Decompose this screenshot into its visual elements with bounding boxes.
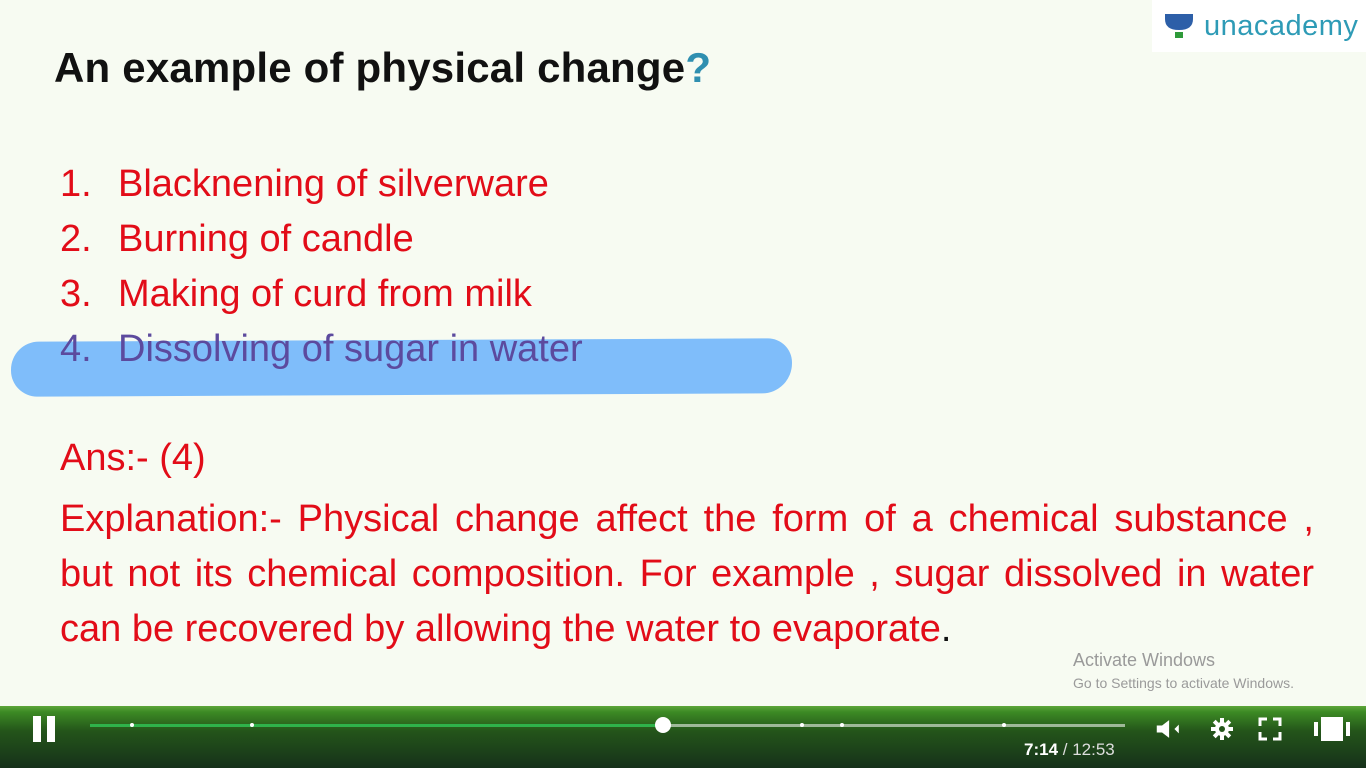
explanation-period: . <box>940 608 952 650</box>
pause-icon-bar <box>47 716 55 742</box>
chapter-marker <box>800 723 804 727</box>
option-3 <box>60 273 820 328</box>
total-time: 12:53 <box>1072 740 1115 759</box>
option-text: Making of curd from milk <box>118 273 532 315</box>
progress-handle[interactable] <box>655 717 671 733</box>
chapter-marker <box>1002 723 1006 727</box>
pause-icon <box>33 716 41 742</box>
fullscreen-button[interactable] <box>1255 714 1285 744</box>
progress-bar[interactable] <box>90 724 1125 727</box>
fullscreen-icon <box>1258 717 1282 741</box>
time-display <box>1024 740 1115 760</box>
option-text: Dissolving of sugar in water <box>118 328 583 370</box>
time-separator: / <box>1058 740 1073 759</box>
question-title <box>54 44 711 92</box>
option-text: Burning of candle <box>118 218 414 260</box>
theater-mode-button[interactable] <box>1312 714 1352 744</box>
chapter-marker <box>840 723 844 727</box>
brand-name: unacademy <box>1204 9 1359 42</box>
activate-windows-watermark <box>1073 650 1294 691</box>
volume-icon <box>1155 717 1185 741</box>
current-time: 7:14 <box>1024 740 1059 759</box>
theater-mode-icon <box>1313 716 1351 742</box>
chapter-marker <box>130 723 134 727</box>
answer-text: Ans:- (4) <box>60 437 206 479</box>
video-controls <box>0 706 1366 768</box>
progress-fill <box>90 724 663 727</box>
option-4 <box>60 328 820 383</box>
explanation-body: Explanation:- Physical change affect the form of a chemical substance , but not its chemical composition. For example , sugar dissolved in water can be recovered by allowing the water to evaporate <box>60 498 1314 650</box>
watermark-title: Activate Windows <box>1073 650 1216 670</box>
settings-button[interactable] <box>1207 714 1237 744</box>
chapter-marker <box>250 723 254 727</box>
option-number: 3. <box>60 273 92 315</box>
option-text: Blacknening of silverware <box>118 163 549 205</box>
brand-logo <box>1152 0 1366 52</box>
explanation-text <box>60 492 1314 657</box>
volume-button[interactable] <box>1155 714 1185 744</box>
question-mark: ? <box>685 44 712 91</box>
unacademy-logo-icon <box>1164 13 1194 39</box>
option-number: 1. <box>60 163 92 205</box>
option-number: 2. <box>60 218 92 260</box>
option-2 <box>60 218 820 273</box>
watermark-subtitle: Go to Settings to activate Windows. <box>1073 675 1294 691</box>
option-number: 4. <box>60 328 92 370</box>
pause-button[interactable] <box>30 714 60 744</box>
options-list <box>60 163 820 383</box>
option-1 <box>60 163 820 218</box>
question-title-text: An example of physical change <box>54 44 686 91</box>
gear-icon <box>1210 717 1234 741</box>
